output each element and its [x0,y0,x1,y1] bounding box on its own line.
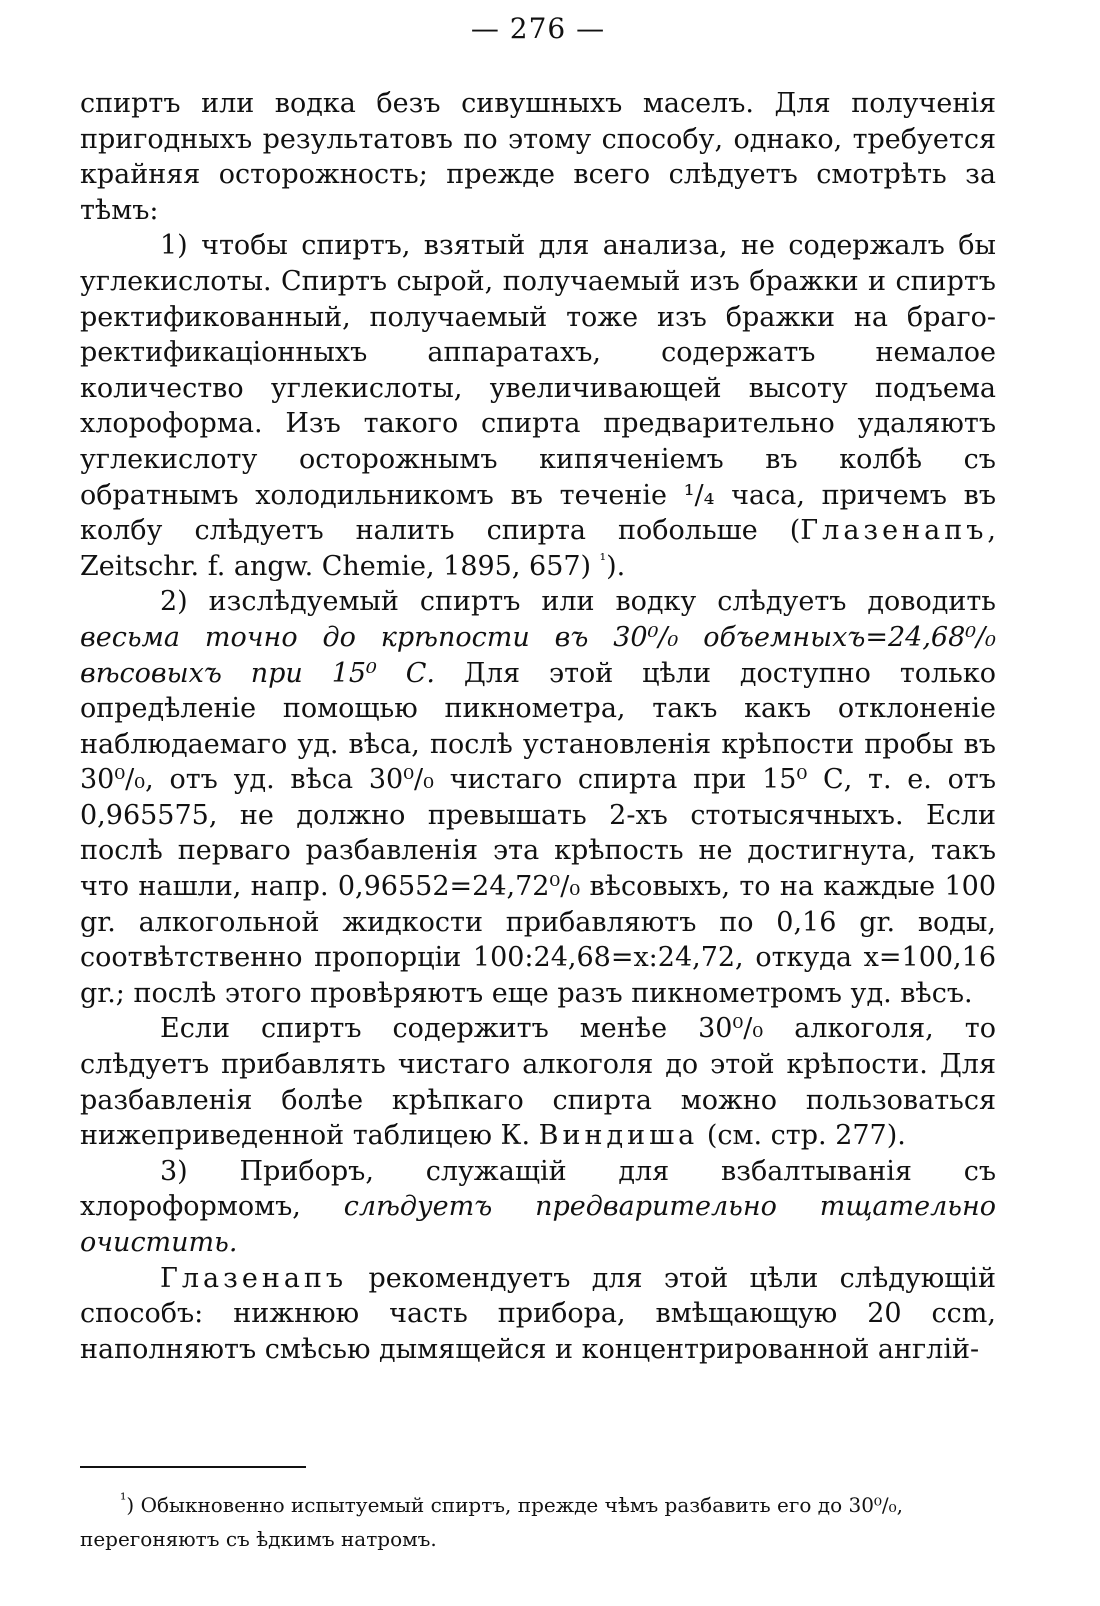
author-windisch: Виндиша [538,1120,699,1152]
paragraph-item-3 [80,1154,996,1261]
paragraph-glazenap-method-text: рекомендуетъ для этой цѣли слѣдующій способъ: нижнюю часть прибора, вмѣщающую 20 ccm, наполняютъ смѣсью дымящейся и концентрированной англій- [80,1262,996,1365]
footnote-text: ) Обыкновенно испытуемый спиртъ, прежде чѣмъ разбавить его до 30⁰/₀, перегоняютъ съ ѣдкимъ натромъ. [80,1493,904,1551]
paragraph-item-2-text-b: Для этой цѣли доступно только опредѣленіе помощью пикнометра, такъ какъ отклоненіе наблюдаемаго уд. вѣса, послѣ установленія крѣпости пробы въ 30⁰/₀, отъ уд. вѣса 30⁰/₀ чистаго спирта при 15⁰ С, т. е. отъ 0,965575, не должно превышать 2-хъ стотысячныхъ. Если послѣ перваго разбавленія эта крѣпость не достигнута, такъ что нашли, напр. 0,96552=24,72⁰/₀ вѣсовыхъ, то на каждые 100 gr. алкогольной жидкости прибавляютъ по 0,16 gr. воды, соотвѣтственно пропорціи 100:24,68=x:24,72, откуда x=100,16 gr.; послѣ этого провѣряютъ еще разъ пикнометромъ уд. вѣсъ. [80,657,996,1009]
fraction-quarter: ¹/₄ [683,479,715,511]
paragraph-1-text: спиртъ или водка безъ сивушныхъ маселъ. Для полученія пригодныхъ результатовъ по этому способу, однако, требуется крайняя осторожность; прежде всего слѣдуетъ смотрѣть за тѣмъ: [80,88,996,226]
paragraph-item-1-text-d: ). [606,550,626,582]
footnote [80,1488,996,1556]
paragraph-item-3-text-a: 3) Приборъ, служащій для взбалтыванія съ хлороформомъ, [80,1155,996,1223]
footnote-divider [80,1466,306,1468]
paragraph-dilution-text-a: Если спиртъ содержитъ менѣе 30⁰/₀ алкоголя, то слѣдуетъ прибавлять чистаго алкоголя до этой крѣпости. Для разбавленія болѣе крѣпкаго спирта можно пользоваться нижеприведенной таблицею К. [80,1013,996,1152]
footnote-mark: ¹ [120,1489,127,1509]
paragraph-item-2 [80,584,996,1011]
paragraph-item-1-text-a: 1) чтобы спиртъ, взятый для анализа, не содержалъ бы углекислоты. Спиртъ сырой, получаемый изъ бражки и спиртъ ректификованный, получаемый тоже изъ бражки на браго-ректификаціонныхъ аппаратахъ, содержатъ немалое количество углекислоты, увеличивающей высоту подъема хлороформа. Изъ такого спирта предварительно удаляютъ углекислоту осторожнымъ кипяченіемъ въ колбѣ съ обратнымъ холодильникомъ въ теченіе [80,230,996,511]
paragraph-item-2-italic: весьма точно до крѣпости въ 30⁰/₀ объемныхъ=24,68⁰/₀ вѣсовыхъ при 15⁰ С. [80,621,996,689]
paragraph-item-2-text-a: 2) изслѣдуемый спиртъ или водку слѣдуетъ доводить [160,586,996,618]
author-glazenap-2: Глазенапъ [160,1262,348,1294]
paragraph-1 [80,86,996,228]
paragraph-item-1-text-b: часа, причемъ въ колбу слѣдуетъ налить спирта побольше ( [80,479,996,547]
paragraph-item-1-text-c: , Zeitschr. f. angw. Chemie, 1895, 657) [80,515,996,582]
document-page [80,0,996,1606]
page-number: — 276 — [470,12,606,45]
paragraph-dilution-text-b: (см. стр. 277). [698,1120,906,1152]
paragraph-item-1 [80,228,996,584]
paragraph-dilution [80,1011,996,1153]
footnote-reference[interactable]: ¹ [599,549,607,569]
paragraph-glazenap-method [80,1261,996,1368]
paragraph-item-3-italic: слѣдуетъ предварительно тщательно очистить. [80,1191,996,1258]
body-text [80,86,996,1367]
author-glazenap: Глазенапъ [800,515,988,547]
